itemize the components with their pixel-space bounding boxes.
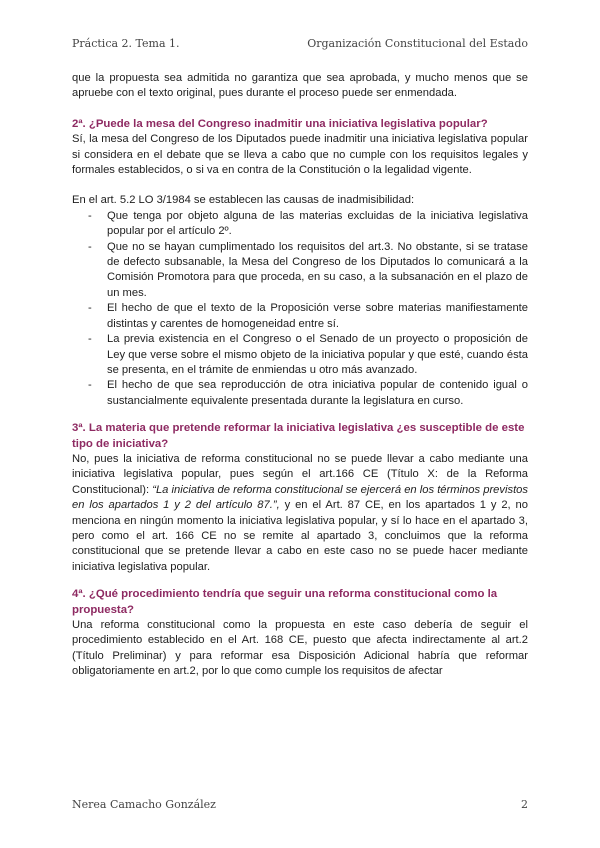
- list-dash: -: [88, 240, 92, 253]
- list-item: - El hecho de que sea reproducción de otra iniciativa popular de contenido igual o sustancialmente equivalente presentada durante la legislatura en curso.: [88, 379, 528, 407]
- inadmissibility-intro: En el art. 5.2 LO 3/1984 se establecen las causas de inadmisibilidad:: [72, 194, 415, 207]
- list-dash: -: [88, 302, 92, 315]
- list-dash: -: [88, 379, 92, 392]
- inadmissibility-list: [72, 209, 528, 409]
- list-item: - El hecho de que el texto de la Proposición verse sobre materias manifiestamente distintas y carentes de homogeneidad entre sí.: [88, 302, 528, 330]
- list-dash: -: [88, 333, 92, 346]
- intro-paragraph: que la propuesta sea admitida no garantiza que sea aprobada, y mucho menos que se apruebe con el texto original, pues durante el proceso puede ser enmendada.: [72, 72, 528, 100]
- list-item: - La previa existencia en el Congreso o el Senado de un proyecto o proposición de Ley que verse sobre el mismo objeto de la iniciativa popular y que esté, cuando ésta se presenta, en el trámite de enmiendas u otro más avanzado.: [88, 333, 528, 376]
- question-4-heading: 4ª. ¿Qué procedimiento tendría que seguir una reforma constitucional como la propuesta?: [72, 588, 498, 616]
- list-item: - Que no se hayan cumplimentado los requisitos del art.3. No obstante, si se tratase de defecto subsanable, la Mesa del Congreso de los Diputados lo comunicará a la Comisión Promotora para que proceda, en su caso, a la subsanación en el plazo de un mes.: [88, 240, 528, 299]
- header-course: Práctica 2. Tema 1.: [72, 37, 180, 50]
- page-header: [72, 37, 528, 55]
- footer-author: Nerea Camacho González: [72, 798, 216, 811]
- question-4-answer: Una reforma constitucional como la propuesta en este caso debería de seguir el procedimiento establecido en el Art. 168 CE, puesto que afecta indirectamente al art.2 (Título Preliminar) y para reformar esa Disposición Adicional habría que reformar obligatoriamente en art.2, por lo que como cumple los requisitos de afectar: [72, 619, 528, 678]
- question-2-heading: 2ª. ¿Puede la mesa del Congreso inadmitir una iniciativa legislativa popular?: [72, 117, 488, 130]
- question-2-answer: Sí, la mesa del Congreso de los Diputados puede inadmitir una iniciativa legislativa popular si considera en el debate que se lleva a cabo que no cumple con los requisitos legales y formales establecidos, o si va en contra de la Constitución o la legalidad vigente.: [72, 133, 528, 177]
- header-subject: Organización Constitucional del Estado: [307, 37, 528, 50]
- document-body: [72, 71, 528, 680]
- page-footer: [72, 798, 528, 816]
- page-number: 2: [521, 798, 528, 811]
- list-dash: -: [88, 209, 92, 222]
- question-3-answer: No, pues la iniciativa de reforma constitucional no se puede llevar a cabo mediante una iniciativa legislativa popular, pues según el art.166 CE (Título X: de la Reforma Constitucional): “La iniciativa de reforma constitucional se ejercerá en los términos previstos en los apartados 1 y 2 del artículo 87.”, y en el Art. 87 CE, en los apartados 1 y 2, no menciona en ningún momento la iniciativa legislativa popular, y sí lo hace en el apartado 3, pero como el art. 166 CE no se remite al apartado 3, concluimos que la reforma constitucional que se pretende llevar a cabo en este caso no se puede hacer mediante iniciativa legislativa popular.: [72, 452, 528, 573]
- constitution-quote: “La iniciativa de reforma constitucional se ejercerá en los términos previstos en los apartados 1 y 2 del artículo 87.”,: [72, 483, 528, 512]
- question-3-heading: 3ª. La materia que pretende reformar la iniciativa legislativa ¿es susceptible de este tipo de iniciativa?: [72, 422, 525, 450]
- list-item: - Que tenga por objeto alguna de las materias excluidas de la iniciativa legislativa popular por el artículo 2º.: [88, 209, 528, 238]
